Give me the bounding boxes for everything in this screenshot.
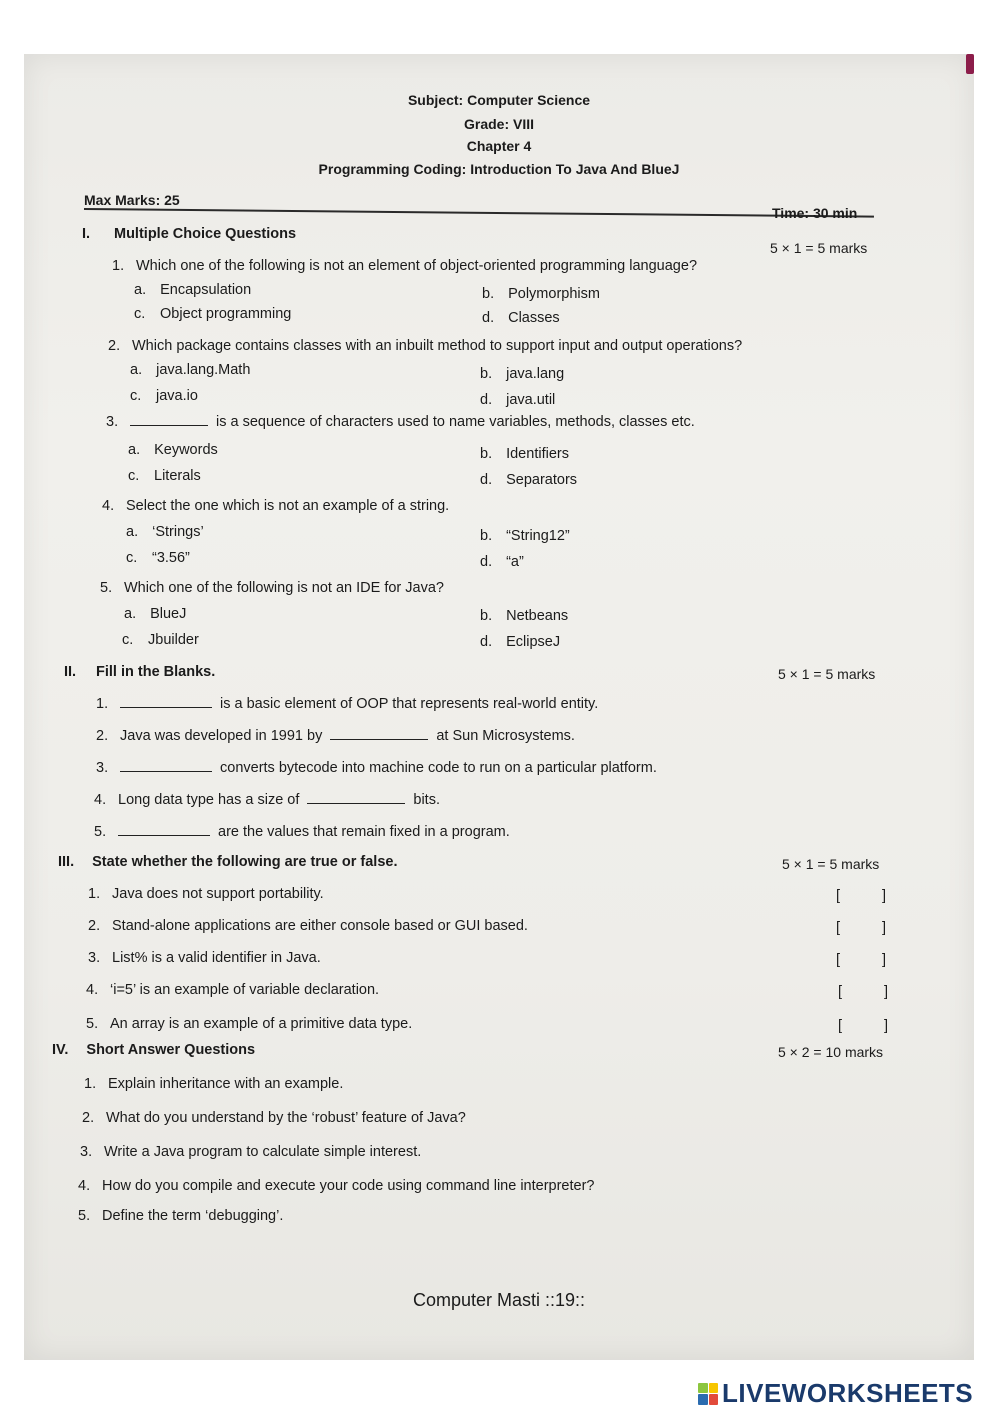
mcq-option[interactable]: b. Identifiers — [480, 446, 569, 462]
page-footer: Computer Masti ::19:: — [412, 1290, 586, 1310]
mcq-question: 2. Which package contains classes with an inbuilt method to support input and output operations? — [108, 338, 743, 354]
fill-blank-item: 1. is a basic element of OOP that represents real-world entity. — [96, 696, 599, 712]
mcq-option[interactable]: d. EclipseJ — [480, 634, 561, 650]
mcq-option[interactable]: b. java.lang — [480, 366, 565, 382]
mcq-option[interactable]: a. java.lang.Math — [130, 362, 251, 378]
answer-bracket[interactable]: [ ] — [838, 984, 888, 1000]
section-3-heading: III. State whether the following are true or false. — [58, 854, 398, 870]
time-limit: Time: 30 min — [772, 205, 858, 221]
header-divider — [84, 208, 874, 217]
answer-bracket[interactable]: [ ] — [836, 920, 886, 936]
logo-text: LIVEWORKSHEETS — [722, 1378, 974, 1408]
mcq-question: 4. Select the one which is not an example of a string. — [102, 498, 450, 514]
mcq-option[interactable]: a. Keywords — [128, 442, 218, 458]
answer-bracket[interactable]: [ ] — [838, 1018, 888, 1034]
section-3-marks: 5 × 1 = 5 marks — [782, 856, 880, 872]
section-4-marks: 5 × 2 = 10 marks — [778, 1044, 884, 1060]
grade-heading: Grade: VIII — [463, 116, 535, 132]
short-answer-item: 3. Write a Java program to calculate simple interest. — [80, 1144, 422, 1160]
fill-blank-item: 4. Long data type has a size of bits. — [94, 792, 440, 808]
topic-heading: Programming Coding: Introduction To Java And BlueJ — [318, 161, 680, 177]
subject-heading: Subject: Computer Science — [407, 92, 591, 108]
mcq-option[interactable]: c. “3.56” — [126, 550, 190, 566]
short-answer-item: 2. What do you understand by the ‘robust’ feature of Java? — [82, 1110, 466, 1126]
mcq-option[interactable]: b. Polymorphism — [482, 286, 600, 302]
liveworksheets-logo — [698, 1378, 973, 1409]
section-1-marks: 5 × 1 = 5 marks — [770, 240, 868, 256]
answer-bracket[interactable]: [ ] — [836, 888, 886, 904]
section-2-heading: II. Fill in the Blanks. — [64, 664, 216, 680]
mcq-option[interactable]: d. Classes — [482, 310, 560, 326]
answer-blank[interactable] — [118, 824, 210, 836]
short-answer-item: 5. Define the term ‘debugging’. — [78, 1208, 284, 1224]
mcq-option[interactable]: c. Literals — [128, 468, 201, 484]
mcq-option[interactable]: c. Jbuilder — [122, 632, 199, 648]
mcq-question: 5. Which one of the following is not an IDE for Java? — [100, 580, 444, 596]
mcq-option[interactable]: b. Netbeans — [480, 608, 569, 624]
short-answer-item: 4. How do you compile and execute your code using command line interpreter? — [78, 1178, 595, 1194]
mcq-question: 1. Which one of the following is not an element of object-oriented programming language? — [112, 258, 698, 274]
mcq-option[interactable]: a. ‘Strings’ — [126, 524, 204, 540]
mcq-option[interactable]: d. “a” — [480, 554, 524, 570]
answer-blank[interactable] — [330, 728, 428, 740]
mcq-option[interactable]: d. java.util — [480, 392, 556, 408]
fill-blank-item: 2. Java was developed in 1991 by at Sun Microsystems. — [96, 728, 575, 744]
max-marks: Max Marks: 25 — [84, 192, 180, 208]
section-1-heading — [82, 226, 296, 242]
section-title: Multiple Choice Questions — [114, 226, 297, 242]
worksheet-paper — [24, 54, 974, 1360]
short-answer-item: 1. Explain inheritance with an example. — [84, 1076, 344, 1092]
true-false-item: 1. Java does not support portability. — [88, 886, 324, 902]
corner-tab — [966, 54, 974, 74]
true-false-item: 3. List% is a valid identifier in Java. — [88, 950, 321, 966]
mcq-option[interactable]: c. java.io — [130, 388, 198, 404]
answer-blank[interactable] — [307, 792, 405, 804]
section-4-heading: IV. Short Answer Questions — [52, 1042, 256, 1058]
mcq-option[interactable]: b. “String12” — [480, 528, 570, 544]
mcq-option[interactable]: a. BlueJ — [124, 606, 187, 622]
true-false-item: 2. Stand-alone applications are either console based or GUI based. — [88, 918, 528, 934]
answer-blank[interactable] — [120, 760, 212, 772]
true-false-item: 5. An array is an example of a primitive data type. — [86, 1016, 413, 1032]
answer-blank[interactable] — [130, 414, 208, 426]
section-number: I. — [82, 226, 91, 242]
mcq-option[interactable]: c. Object programming — [134, 306, 292, 322]
chapter-heading: Chapter 4 — [466, 138, 532, 154]
answer-blank[interactable] — [120, 696, 212, 708]
mcq-question: 3. is a sequence of characters used to name variables, methods, classes etc. — [106, 414, 695, 430]
true-false-item: 4. ‘i=5’ is an example of variable declaration. — [86, 982, 380, 998]
mcq-option[interactable]: a. Encapsulation — [134, 282, 252, 298]
logo-icon — [698, 1383, 718, 1405]
section-2-marks: 5 × 1 = 5 marks — [778, 666, 876, 682]
fill-blank-item: 3. converts bytecode into machine code to run on a particular platform. — [96, 760, 657, 776]
fill-blank-item: 5. are the values that remain fixed in a program. — [94, 824, 510, 840]
mcq-option[interactable]: d. Separators — [480, 472, 578, 488]
answer-bracket[interactable]: [ ] — [836, 952, 886, 968]
